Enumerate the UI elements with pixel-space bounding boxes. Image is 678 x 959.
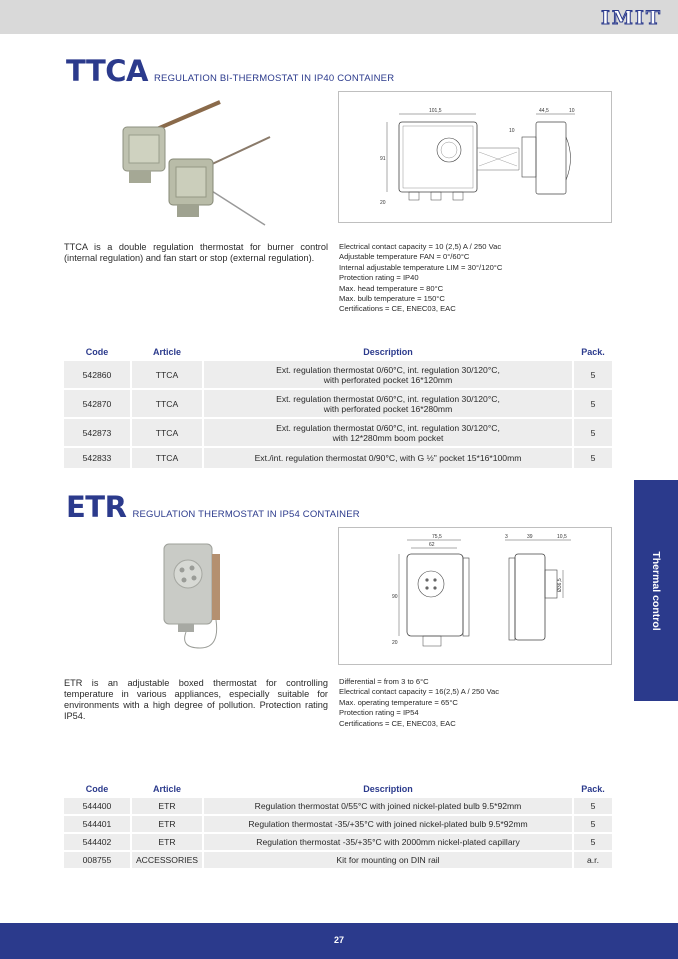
ttca-spec-line: Internal adjustable temperature LIM = 30°/120°C: [339, 262, 503, 272]
etr-spec-line: Max. operating temperature = 65°C: [339, 697, 458, 707]
ttca-dim-side: 10: [509, 128, 515, 134]
cell-description: [204, 361, 572, 388]
cell-description: [204, 390, 572, 417]
table-row: [64, 361, 612, 388]
cell-article: ETR: [132, 798, 202, 814]
cell-code: 008755: [64, 852, 130, 868]
etr-dim-d1: 3: [505, 534, 508, 540]
desc-line: Ext. regulation thermostat 0/60°C, int. regulation 30/120°C,: [276, 422, 500, 433]
ttca-dim-depth: 44,5: [539, 108, 549, 114]
etr-dim-inner: 62: [429, 542, 435, 548]
ttca-description: TTCA is a double regulation thermostat for burner control (internal regulation) and fan start or stop (external regulation).: [64, 242, 328, 263]
col-article-header: Article: [132, 782, 202, 796]
desc-line: with 12*280mm boom pocket: [332, 432, 444, 443]
ttca-subtitle: REGULATION BI-THERMOSTAT IN IP40 CONTAINER: [153, 73, 395, 84]
col-code-header: Code: [64, 345, 130, 359]
cell-pack: 5: [574, 390, 612, 417]
ttca-spec-line: Electrical contact capacity = 10 (2,5) A / 250 Vac: [339, 242, 502, 251]
cell-code: 542873: [64, 419, 130, 446]
desc-line: Ext. regulation thermostat 0/60°C, int. regulation 30/120°C,: [276, 364, 500, 375]
cell-description: Kit for mounting on DIN rail: [204, 852, 572, 868]
etr-dim-base: 20: [392, 640, 398, 646]
ttca-title: TTCA: [66, 54, 148, 88]
ttca-specs: [339, 242, 619, 315]
etr-title: ETR: [66, 490, 127, 524]
cell-code: 544400: [64, 798, 130, 814]
table-row: [64, 448, 612, 468]
cell-code: 542870: [64, 390, 130, 417]
ttca-technical-drawing: [338, 91, 612, 223]
cell-article: TTCA: [132, 390, 202, 417]
table-row: [64, 419, 612, 446]
col-code-header: Code: [64, 782, 130, 796]
table-row: [64, 390, 612, 417]
ttca-spec-line: Adjustable temperature FAN = 0°/60°C: [339, 252, 470, 262]
cell-article: TTCA: [132, 419, 202, 446]
table-header-row: [64, 345, 612, 359]
cell-code: 542833: [64, 448, 130, 468]
page-number: 27: [333, 935, 344, 945]
cell-article: TTCA: [132, 448, 202, 468]
cell-code: 544402: [64, 834, 130, 850]
col-pack-header: Pack.: [574, 782, 612, 796]
col-description-header: Description: [204, 782, 572, 796]
cell-pack: 5: [574, 834, 612, 850]
cell-pack: 5: [574, 448, 612, 468]
section-side-tab: [634, 480, 678, 701]
footer-bar: [0, 923, 678, 959]
table-row: [64, 852, 612, 868]
cell-code: 544401: [64, 816, 130, 832]
ttca-dim-height: 91: [380, 156, 386, 162]
cell-pack: 5: [574, 798, 612, 814]
cell-pack: a.r.: [574, 852, 612, 868]
ttca-spec-line: Max. bulb temperature = 150°C: [339, 294, 445, 304]
top-bar: [0, 0, 678, 34]
table-row: [64, 816, 612, 832]
etr-dim-height: 90: [392, 594, 398, 600]
etr-subtitle: REGULATION THERMOSTAT IN IP54 CONTAINER: [132, 509, 360, 520]
ttca-dim-width: 101,5: [429, 108, 442, 114]
etr-dim-bulb: Ø36,5: [557, 578, 563, 592]
ttca-spec-line: Certifications = CE, ENEC03, EAC: [339, 304, 456, 314]
desc-line: with perforated pocket 16*280mm: [323, 403, 453, 414]
cell-description: Regulation thermostat -35/+35°C with joined nickel-plated bulb 9.5*92mm: [204, 816, 572, 832]
cell-description: Regulation thermostat -35/+35°C with 2000mm nickel-plated capillary: [204, 834, 572, 850]
cell-pack: 5: [574, 419, 612, 446]
table-row: [64, 834, 612, 850]
cell-description: Ext./int. regulation thermostat 0/90°C, with G ½" pocket 15*16*100mm: [204, 448, 572, 468]
etr-dim-d2: 39: [527, 534, 533, 540]
etr-technical-drawing: [338, 527, 612, 665]
etr-spec-line: Protection rating = IP54: [339, 708, 419, 718]
etr-spec-line: Electrical contact capacity = 16(2,5) A / 250 Vac: [339, 687, 500, 697]
etr-heading: [66, 490, 360, 524]
col-pack-header: Pack.: [574, 345, 612, 359]
etr-dim-d3: 10,5: [557, 534, 567, 540]
cell-article: ETR: [132, 834, 202, 850]
etr-description: ETR is an adjustable boxed thermostat for controlling temperature in various appliances, especially suitable for environments with a high degree of pollution. Protection rating IP54.: [64, 678, 328, 721]
cell-article: ETR: [132, 816, 202, 832]
col-description-header: Description: [204, 345, 572, 359]
cell-description: [204, 419, 572, 446]
side-tab-label: Thermal control: [650, 550, 662, 631]
etr-product-photo: [160, 540, 240, 652]
etr-specs: [339, 677, 619, 729]
ttca-product-table: [62, 343, 614, 470]
table-header-row: [64, 782, 612, 796]
ttca-heading: [66, 54, 394, 88]
brand-logo: IMIT: [601, 7, 662, 29]
cell-pack: 5: [574, 361, 612, 388]
etr-product-table: [62, 780, 614, 870]
ttca-spec-line: Max. head temperature = 80°C: [339, 283, 444, 293]
etr-spec-line: Differential = from 3 to 6°C: [339, 677, 429, 686]
cell-article: ACCESSORIES: [132, 852, 202, 868]
etr-spec-line: Certifications = CE, ENEC03, EAC: [339, 718, 456, 728]
desc-line: with perforated pocket 16*120mm: [323, 374, 453, 385]
ttca-dim-base: 20: [380, 200, 386, 206]
cell-code: 542860: [64, 361, 130, 388]
ttca-spec-line: Protection rating = IP40: [339, 273, 419, 283]
desc-line: Ext. regulation thermostat 0/60°C, int. regulation 30/120°C,: [276, 393, 500, 404]
cell-article: TTCA: [132, 361, 202, 388]
cell-description: Regulation thermostat 0/55°C with joined nickel-plated bulb 9.5*92mm: [204, 798, 572, 814]
ttca-dim-cap: 10: [569, 108, 575, 114]
ttca-product-photo: [105, 97, 315, 227]
table-row: [64, 798, 612, 814]
col-article-header: Article: [132, 345, 202, 359]
cell-pack: 5: [574, 816, 612, 832]
etr-dim-outer: 75,5: [432, 534, 442, 540]
